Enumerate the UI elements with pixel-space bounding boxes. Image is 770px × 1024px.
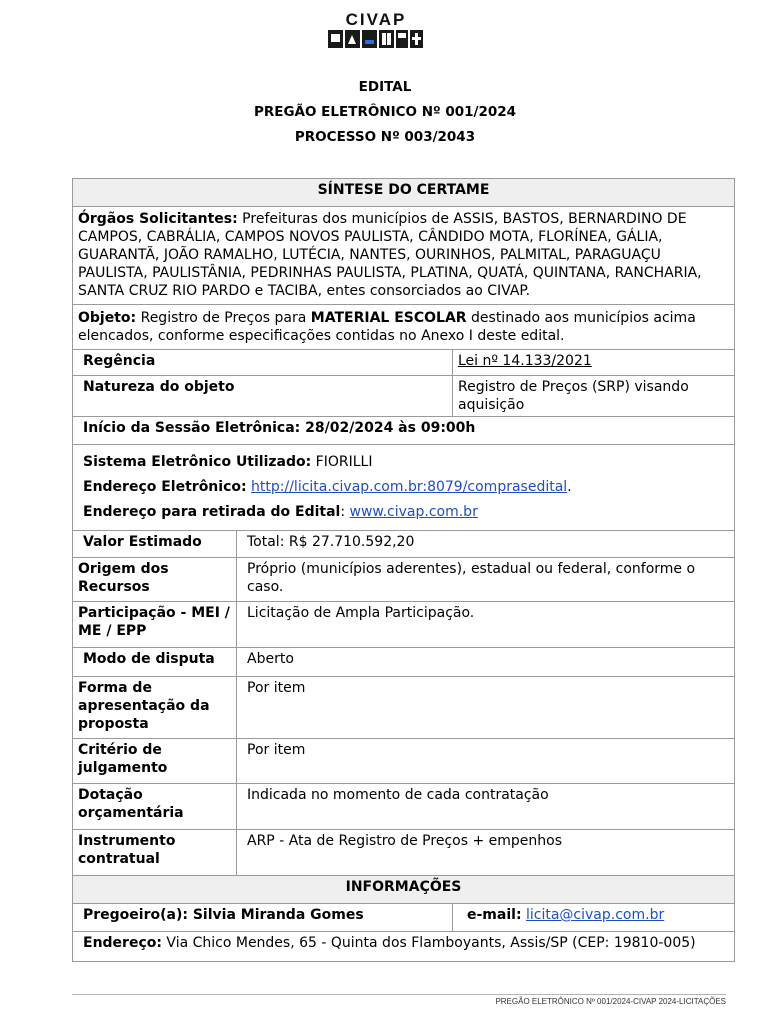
sistema-value: FIORILLI <box>311 454 373 470</box>
modo-label: Modo de disputa <box>73 648 237 677</box>
objeto-text-after: destinado aos municípios acima elencados, conforme especificações contidas no Anexo I deste edital. <box>78 310 696 344</box>
objeto-label: Objeto: <box>78 310 137 326</box>
dotacao-label: Dotação orçamentária <box>73 784 237 830</box>
objeto-highlight: MATERIAL ESCOLAR <box>310 310 467 326</box>
endereco-value: Via Chico Mendes, 65 - Quinta dos Flamboyants, Assis/SP (CEP: 19810-005) <box>161 935 696 951</box>
objeto-cell <box>73 305 735 350</box>
pregoeiro-row <box>73 904 735 932</box>
participacao-value: Licitação de Ampla Participação. <box>237 602 735 648</box>
inicio-sessao: Início da Sessão Eletrônica: 28/02/2024 às 09:00h <box>73 417 735 445</box>
endereco-cell <box>73 932 735 962</box>
modo-row <box>73 648 735 677</box>
email-label: e-mail: <box>467 907 522 923</box>
inicio-row <box>73 417 735 445</box>
summary-table <box>72 178 735 962</box>
regencia-value[interactable]: Lei nº 14.133/2021 <box>458 353 592 369</box>
endereco-eletronico-link[interactable]: http://licita.civap.com.br:8079/comprasedital <box>251 479 568 495</box>
doc-title: EDITAL <box>358 79 412 95</box>
sistema-cell <box>73 445 735 531</box>
dotacao-value: Indicada no momento de cada contratação <box>237 784 735 830</box>
participacao-label: Participação - MEI / ME / EPP <box>73 602 237 648</box>
footer-divider <box>72 994 726 995</box>
orgaos-label: Órgãos Solicitantes: <box>78 211 238 227</box>
modo-value: Aberto <box>237 648 735 677</box>
objeto-text-before: Registro de Preços para <box>136 310 311 326</box>
sistema-label: Sistema Eletrônico Utilizado: <box>83 454 312 470</box>
valor-row <box>73 531 735 558</box>
email-link[interactable]: licita@civap.com.br <box>526 907 665 923</box>
instrumento-row <box>73 830 735 876</box>
orgaos-row <box>73 207 735 305</box>
valor-label: Valor Estimado <box>73 531 237 558</box>
summary-title-row <box>73 179 735 207</box>
forma-value: Por item <box>237 677 735 739</box>
sistema-line <box>83 450 729 475</box>
civap-logo <box>326 10 426 50</box>
endereco-eletronico-label: Endereço Eletrônico: <box>83 479 247 495</box>
footer-text: PREGÃO ELETRÔNICO Nº 001/2024-CIVAP 2024-LICITAÇÕES <box>495 997 726 1006</box>
regencia-value-cell <box>453 350 735 376</box>
instrumento-label: Instrumento contratual <box>73 830 237 876</box>
valor-value: Total: R$ 27.710.592,20 <box>237 531 735 558</box>
origem-value: Próprio (municípios aderentes), estadual ou federal, conforme o caso. <box>237 558 735 602</box>
criterio-row <box>73 739 735 784</box>
email-cell <box>453 904 735 932</box>
logo-emblem-icon <box>328 28 424 50</box>
endereco-row <box>73 932 735 962</box>
criterio-label: Critério de julgamento <box>73 739 237 784</box>
objeto-row <box>73 305 735 350</box>
natureza-value: Registro de Preços (SRP) visando aquisição <box>453 376 735 417</box>
info-title: INFORMAÇÕES <box>73 876 735 904</box>
forma-label: Forma de apresentação da proposta <box>73 677 237 739</box>
retirada-edital-line: Endereço para retirada do Edital: www.civap.com.br <box>83 504 478 520</box>
natureza-row <box>73 376 735 417</box>
natureza-label: Natureza do objeto <box>73 376 453 417</box>
pregoeiro-name: Pregoeiro(a): Silvia Miranda Gomes <box>73 904 453 932</box>
regencia-label: Regência <box>73 350 453 376</box>
orgaos-cell <box>73 207 735 305</box>
info-title-row <box>73 876 735 904</box>
endereco-label: Endereço: <box>83 935 162 951</box>
process-number: PROCESSO Nº 003/2043 <box>294 129 476 145</box>
retirada-edital-link[interactable]: www.civap.com.br <box>349 504 478 520</box>
origem-label: Origem dos Recursos <box>73 558 237 602</box>
orgaos-text: Prefeituras dos municípios de ASSIS, BASTOS, BERNARDINO DE CAMPOS, CABRÁLIA, CAMPOS NOVOS PAULISTA, CÂNDIDO MOTA, FLORÍNEA, GÁLIA, GUARANTÃ, JOÃO RAMALHO, LUTÉCIA, NANTES, OURINHOS, PALMITAL, PARAGUAÇU PAULISTA, PAULISTÂNIA, PEDRINHAS PAULISTA, PLATINA, QUATÁ, QUINTANA, RANCHARIA, SANTA CRUZ RIO PARDO e TACIBA, entes consorciados ao CIVAP. <box>78 211 702 299</box>
dotacao-row <box>73 784 735 830</box>
sistema-row <box>73 445 735 531</box>
origem-row <box>73 558 735 602</box>
retirada-edital-label: Endereço para retirada do Edital <box>83 504 341 520</box>
criterio-value: Por item <box>237 739 735 784</box>
logo-wordmark: CIVAP <box>345 10 407 29</box>
regencia-row <box>73 350 735 376</box>
participacao-row <box>73 602 735 648</box>
instrumento-value: ARP - Ata de Registro de Preços + empenhos <box>237 830 735 876</box>
auction-number: PREGÃO ELETRÔNICO Nº 001/2024 <box>253 104 517 120</box>
endereco-eletronico-line: Endereço Eletrônico: http://licita.civap.com.br:8079/comprasedital. <box>83 479 572 495</box>
summary-title: SÍNTESE DO CERTAME <box>73 179 735 207</box>
forma-row <box>73 677 735 739</box>
